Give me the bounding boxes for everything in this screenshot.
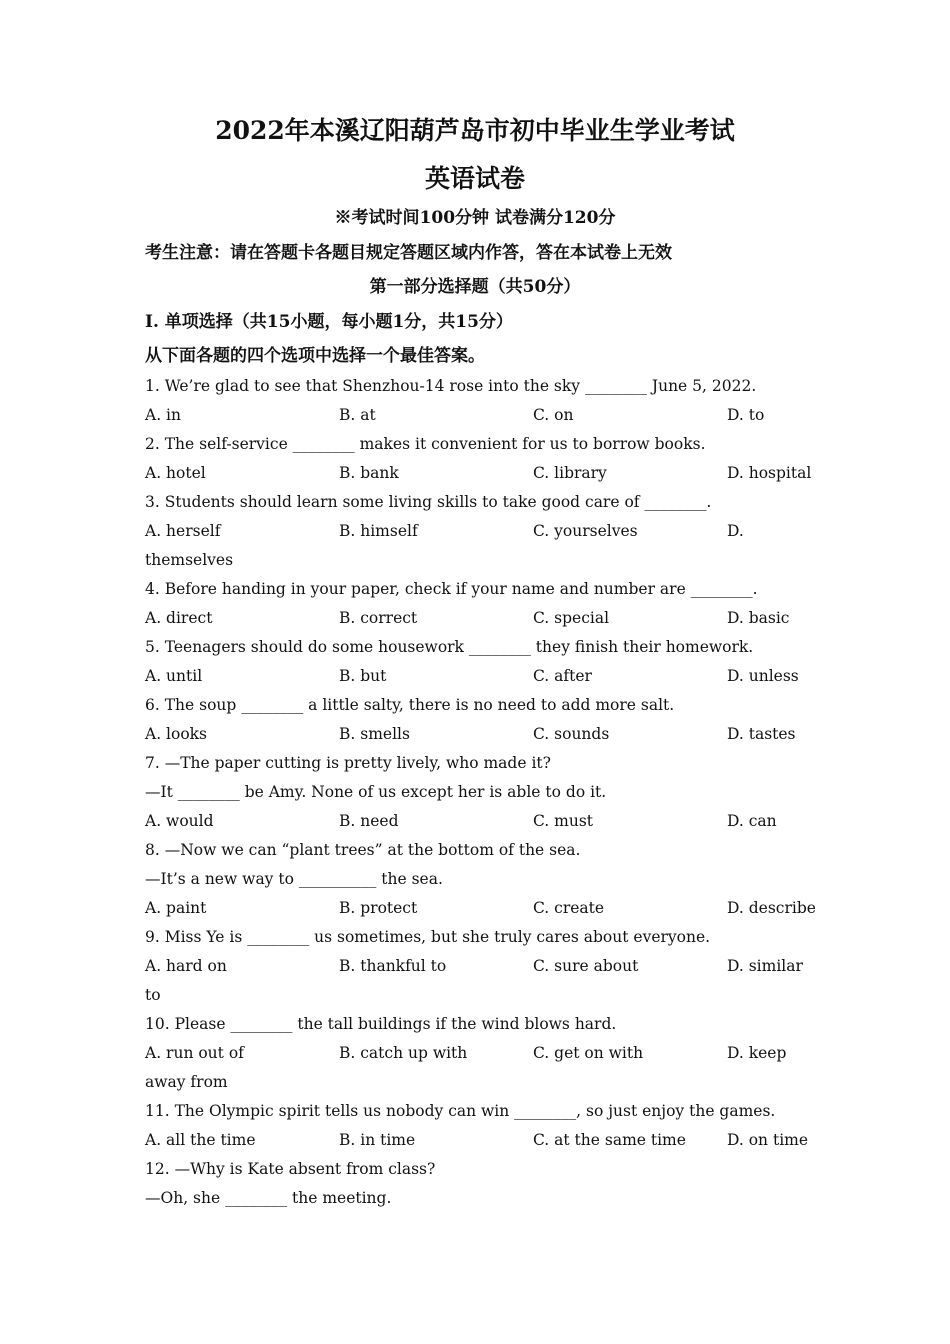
question-item (145, 749, 815, 836)
option-a: A. all the time (145, 1131, 256, 1149)
option-a: A. hard on (145, 957, 227, 975)
question-stem: 6. The soup ________ a little salty, there is no need to add more salt. (145, 696, 675, 714)
option-a: A. would (145, 812, 214, 830)
option-row (145, 401, 815, 430)
option-row (145, 952, 815, 981)
question-item (145, 923, 815, 1010)
option-b: B. but (339, 667, 387, 685)
option-row (145, 517, 815, 546)
option-row (145, 604, 815, 633)
question-stem: 7. —The paper cutting is pretty lively, who made it? (145, 754, 551, 772)
option-c: C. create (533, 899, 605, 917)
option-b: B. thankful to (339, 957, 447, 975)
option-b: B. in time (339, 1131, 416, 1149)
option-d: D. unless (727, 667, 799, 685)
option-a: A. direct (145, 609, 213, 627)
question-item (145, 372, 815, 430)
question-stem: 11. The Olympic spirit tells us nobody can win ________, so just enjoy the games. (145, 1102, 776, 1120)
question-list (145, 372, 815, 1213)
option-d: D. tastes (727, 725, 796, 743)
question-item (145, 1097, 815, 1155)
option-row (145, 1039, 815, 1068)
option-b: B. need (339, 812, 399, 830)
question-stem: 8. —Now we can “plant trees” at the bottom of the sea. (145, 841, 581, 859)
option-d: D. on time (727, 1131, 809, 1149)
option-a: A. run out of (145, 1044, 244, 1062)
option-c: C. on (533, 406, 574, 424)
option-row (145, 662, 815, 691)
question-item (145, 691, 815, 749)
exam-info: ※考试时间100分钟 试卷满分120分 (334, 208, 616, 228)
section-instruction: 从下面各题的四个选项中选择一个最佳答案。 (145, 346, 485, 366)
option-row (145, 720, 815, 749)
option-row (145, 459, 815, 488)
option-overflow: to (145, 986, 161, 1004)
option-a: A. looks (145, 725, 208, 743)
option-a: A. in (145, 406, 181, 424)
question-item (145, 633, 815, 691)
option-row (145, 1126, 815, 1155)
question-stem: 5. Teenagers should do some housework ________ they finish their homework. (145, 638, 754, 656)
question-item (145, 575, 815, 633)
question-stem: —Oh, she ________ the meeting. (145, 1189, 392, 1207)
option-row (145, 894, 815, 923)
option-a: A. paint (145, 899, 207, 917)
option-overflow: away from (145, 1073, 228, 1091)
question-item (145, 430, 815, 488)
option-c: C. yourselves (533, 522, 638, 540)
option-d: D. similar (727, 957, 803, 975)
option-b: B. correct (339, 609, 418, 627)
exam-subtitle: 英语试卷 (424, 164, 525, 193)
option-c: C. must (533, 812, 594, 830)
question-stem: 9. Miss Ye is ________ us sometimes, but she truly cares about everyone. (145, 928, 711, 946)
option-a: A. herself (145, 522, 221, 540)
option-b: B. catch up with (339, 1044, 468, 1062)
option-c: C. special (533, 609, 610, 627)
exam-title: 2022年本溪辽阳葫芦岛市初中毕业生学业考试 (215, 116, 735, 145)
option-d: D. can (727, 812, 777, 830)
option-c: C. after (533, 667, 592, 685)
option-b: B. smells (339, 725, 410, 743)
option-b: B. bank (339, 464, 399, 482)
option-a: A. until (145, 667, 203, 685)
option-b: B. protect (339, 899, 418, 917)
option-d: D. (727, 522, 744, 540)
option-d: D. basic (727, 609, 790, 627)
option-row (145, 807, 815, 836)
option-c: C. sure about (533, 957, 639, 975)
option-c: C. at the same time (533, 1131, 686, 1149)
question-stem: 1. We’re glad to see that Shenzhou-14 rose into the sky ________ June 5, 2022. (145, 377, 757, 395)
section-title: I. 单项选择（共15小题，每小题1分，共15分） (145, 312, 513, 332)
option-d: D. describe (727, 899, 816, 917)
option-d: D. to (727, 406, 765, 424)
option-d: D. keep (727, 1044, 787, 1062)
exam-notice: 考生注意：请在答题卡各题目规定答题区域内作答，答在本试卷上无效 (145, 243, 672, 263)
option-c: C. library (533, 464, 607, 482)
question-stem: 2. The self-service ________ makes it convenient for us to borrow books. (145, 435, 706, 453)
option-a: A. hotel (145, 464, 206, 482)
question-stem: —It ________ be Amy. None of us except her is able to do it. (145, 783, 607, 801)
option-c: C. get on with (533, 1044, 644, 1062)
part-title: 第一部分选择题（共50分） (369, 277, 581, 297)
question-item (145, 836, 815, 923)
question-item (145, 1155, 815, 1213)
question-item (145, 1010, 815, 1097)
option-c: C. sounds (533, 725, 610, 743)
option-d: D. hospital (727, 464, 812, 482)
question-item (145, 488, 815, 575)
option-b: B. at (339, 406, 376, 424)
question-stem: 4. Before handing in your paper, check if your name and number are ________. (145, 580, 758, 598)
question-stem: 3. Students should learn some living skills to take good care of ________. (145, 493, 712, 511)
option-b: B. himself (339, 522, 418, 540)
option-overflow: themselves (145, 551, 234, 569)
question-stem: 12. —Why is Kate absent from class? (145, 1160, 436, 1178)
question-stem: 10. Please ________ the tall buildings if the wind blows hard. (145, 1015, 617, 1033)
question-stem: —It’s a new way to __________ the sea. (145, 870, 443, 888)
